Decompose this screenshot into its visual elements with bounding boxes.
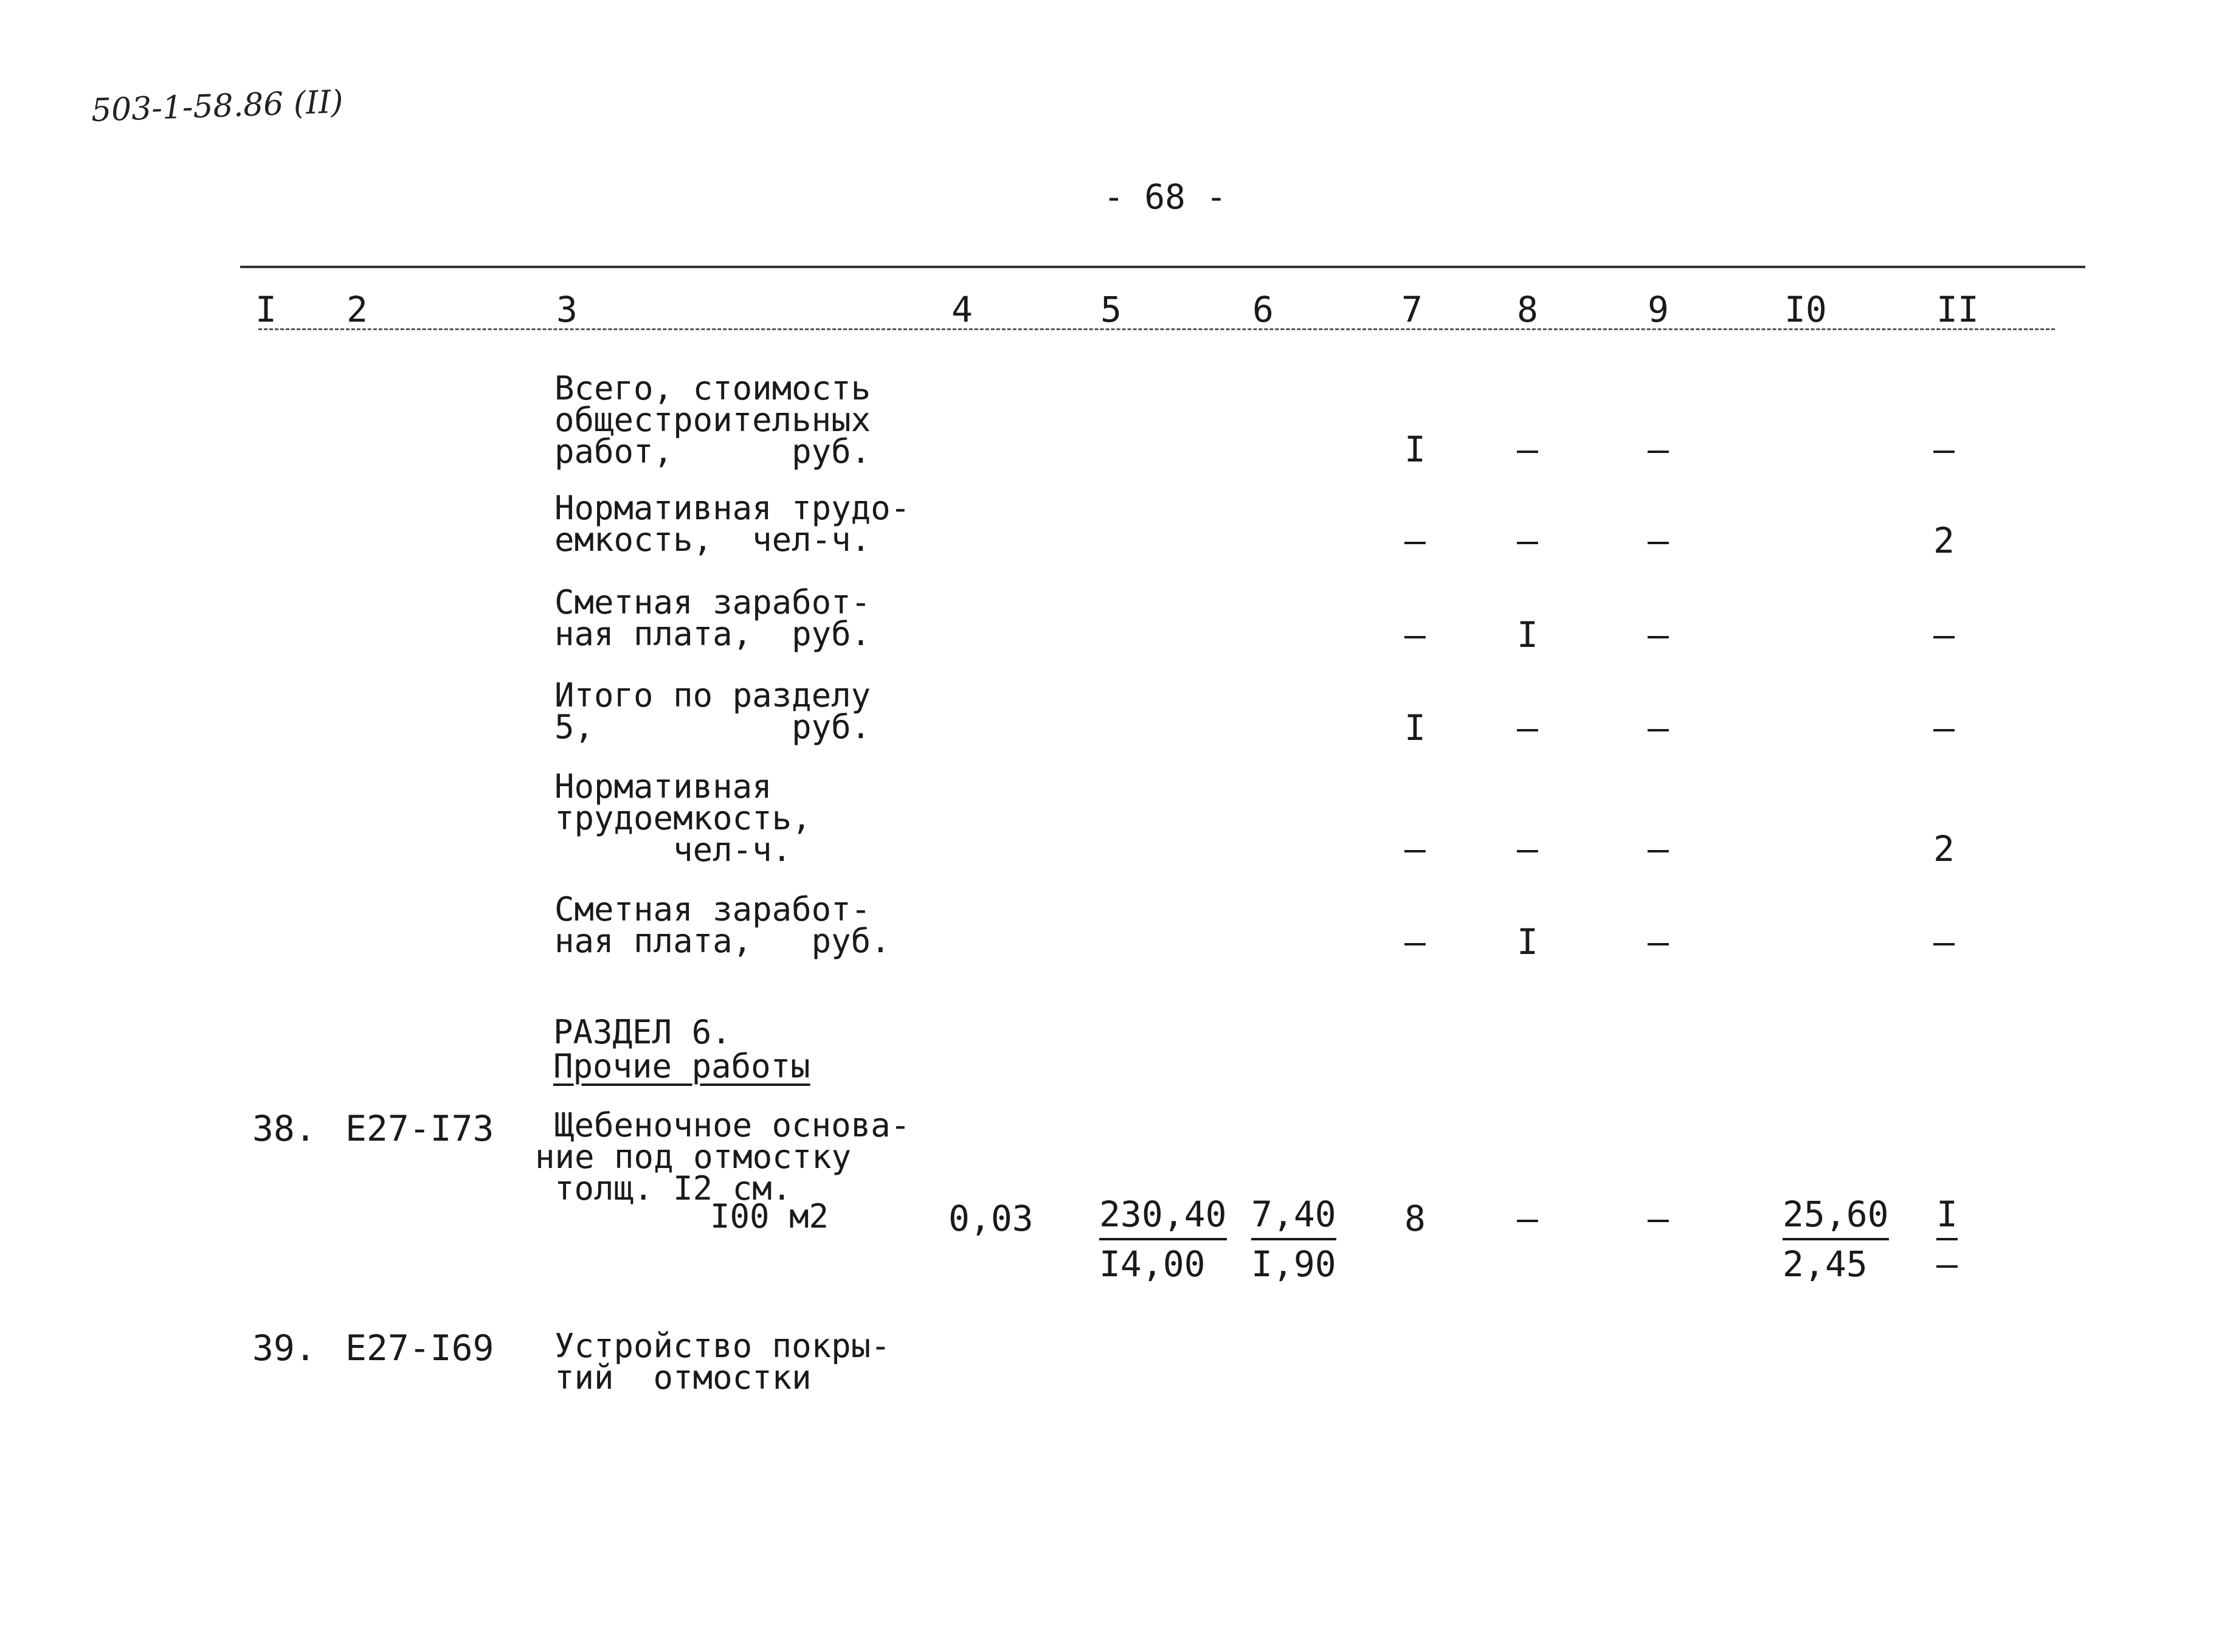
column-header-10: I0 xyxy=(1784,289,1827,330)
column-header-9: 9 xyxy=(1648,289,1669,330)
item-col10-bottom: 2,45 xyxy=(1783,1243,1868,1285)
column-header-2: 2 xyxy=(347,289,368,330)
summary-label-line: 5, руб. xyxy=(554,708,871,746)
item-description-line: толщ. I2 см. xyxy=(554,1169,792,1208)
summary-col9: – xyxy=(1648,614,1669,655)
summary-label-line: ная плата, руб. xyxy=(554,922,891,960)
item-description-line: Щебеночное основа- xyxy=(554,1106,911,1144)
column-header-5: 5 xyxy=(1100,289,1122,330)
summary-col11: – xyxy=(1933,707,1955,748)
summary-col7: I xyxy=(1404,429,1426,470)
item-col7: 8 xyxy=(1404,1198,1426,1239)
item-col5-bottom: I4,00 xyxy=(1099,1243,1206,1285)
summary-col8: I xyxy=(1517,921,1538,963)
summary-col7: I xyxy=(1404,707,1426,748)
item-col6-top: 7,40 xyxy=(1251,1193,1336,1240)
summary-label-line: Итого по разделу xyxy=(554,676,871,714)
item-col9: – xyxy=(1648,1198,1669,1239)
item-col6-fraction xyxy=(1251,1193,1336,1285)
item-description-line: ние под отмостку xyxy=(535,1138,852,1176)
item-col11-fraction xyxy=(1936,1193,1958,1285)
summary-col7: – xyxy=(1404,921,1426,963)
summary-col9: – xyxy=(1648,429,1669,470)
summary-col7: – xyxy=(1404,828,1426,869)
summary-label-line: емкость, чел-ч. xyxy=(554,520,871,559)
item-col5-top: 230,40 xyxy=(1099,1193,1227,1240)
column-header-11: II xyxy=(1936,289,1979,330)
item-col10-top: 25,60 xyxy=(1783,1193,1889,1240)
document-code: 503-1-58.86 (II) xyxy=(91,83,344,130)
summary-col11: – xyxy=(1933,614,1955,655)
summary-col8: – xyxy=(1517,828,1538,869)
column-header-8: 8 xyxy=(1517,289,1538,330)
page-number: - 68 - xyxy=(1103,178,1227,217)
summary-col8: – xyxy=(1517,429,1538,470)
item-col10-fraction xyxy=(1783,1193,1889,1285)
summary-label-line: Сметная заработ- xyxy=(554,890,871,928)
section-subtitle: Прочие работы xyxy=(553,1047,810,1085)
summary-col7: – xyxy=(1404,614,1426,655)
section-title: РАЗДЕЛ 6. xyxy=(553,1013,731,1051)
summary-col8: – xyxy=(1517,520,1538,561)
item-col11-top: I xyxy=(1936,1193,1958,1240)
summary-col11: 2 xyxy=(1933,520,1955,561)
column-header-6: 6 xyxy=(1252,289,1274,330)
item-description-line: тий отмостки xyxy=(554,1358,812,1397)
summary-label-line: Нормативная xyxy=(554,767,772,806)
item-col8: – xyxy=(1517,1198,1538,1239)
table-top-rule xyxy=(240,266,2085,268)
column-header-3: 3 xyxy=(556,289,578,330)
item-col6-bottom: I,90 xyxy=(1251,1243,1336,1285)
summary-label-line: работ, руб. xyxy=(554,432,871,471)
summary-label-line: ная плата, руб. xyxy=(554,615,871,653)
item-unit: I00 м2 xyxy=(710,1197,829,1236)
item-col5-fraction xyxy=(1099,1193,1227,1285)
item-quantity: 0,03 xyxy=(948,1198,1034,1239)
summary-col8: – xyxy=(1517,707,1538,748)
column-header-4: 4 xyxy=(951,289,973,330)
summary-label-line: Нормативная трудо- xyxy=(554,489,911,527)
item-number: 38. xyxy=(252,1108,316,1149)
item-code: Е27-I73 xyxy=(345,1108,494,1149)
summary-label-line: чел-ч. xyxy=(554,831,792,869)
summary-col11: – xyxy=(1933,429,1955,470)
summary-col9: – xyxy=(1648,828,1669,869)
item-number: 39. xyxy=(252,1327,316,1369)
summary-col11: – xyxy=(1933,921,1955,963)
summary-col8: I xyxy=(1517,614,1538,655)
table-header-rule xyxy=(258,328,2055,330)
summary-label-line: трудоемкость, xyxy=(554,799,812,837)
summary-label-line: Всего, стоимость xyxy=(554,369,871,407)
item-description-line: Устройство покры- xyxy=(554,1327,891,1365)
summary-label-line: Сметная заработ- xyxy=(554,583,871,621)
item-code: Е27-I69 xyxy=(345,1327,494,1369)
column-header-1: I xyxy=(255,289,277,330)
summary-label-line: общестроительных xyxy=(554,401,871,439)
item-col11-bottom: – xyxy=(1936,1243,1958,1285)
summary-col7: – xyxy=(1404,520,1426,561)
summary-col11: 2 xyxy=(1933,828,1955,869)
summary-col9: – xyxy=(1648,921,1669,963)
column-header-7: 7 xyxy=(1401,289,1423,330)
summary-col9: – xyxy=(1648,707,1669,748)
summary-col9: – xyxy=(1648,520,1669,561)
